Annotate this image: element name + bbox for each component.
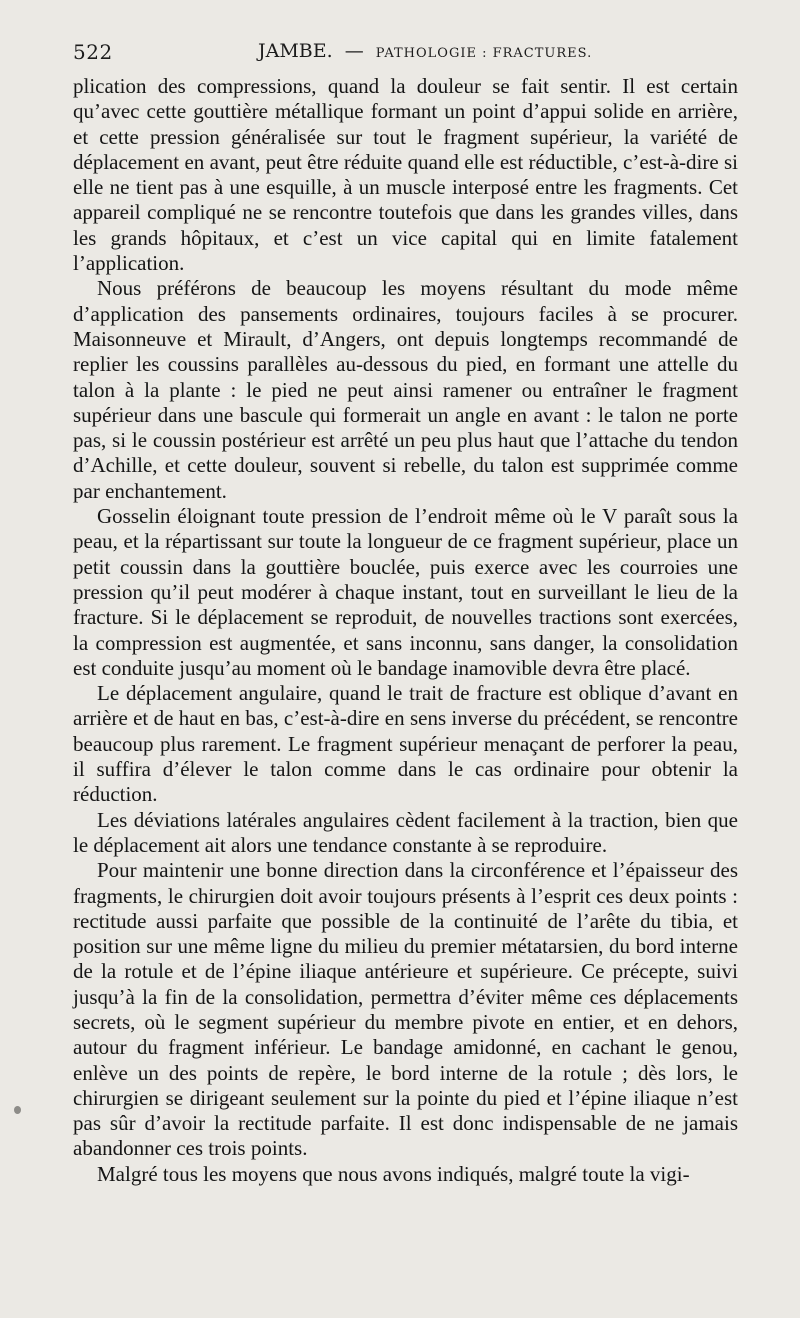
running-head-subtitle: PATHOLOGIE : FRACTURES. xyxy=(375,46,593,61)
paragraph: Gosselin éloignant toute pression de l’endroit même où le V paraît sous la peau, et la répartissant sur toute la longueur de ce fragment supérieur, place un petit coussin dans la gouttière bouclée, puis exerce avec les courroies une pression qu’il peut modérer à chaque instant, tout en surveillant le lieu de la fracture. Si le déplacement se reproduit, de nouvelles tractions sont exercées, la compression est augmentée, et sans inconnu, sans danger, la consolidation est conduite jusqu’au moment où le bandage inamovible devra être placé. xyxy=(73,504,738,680)
paragraph: Malgré tous les moyens que nous avons indiqués, malgré toute la vigi- xyxy=(97,1161,690,1186)
paragraph: Le déplacement angulaire, quand le trait de fracture est oblique d’avant en arrière et de haut en bas, c’est-à-dire en sens inverse du précédent, se rencontre beaucoup plus rarement. Le fragment supérieur menaçant de perforer la peau, il suffira d’élever le talon comme dans le cas ordinaire pour obtenir la réduction. xyxy=(73,681,738,807)
body-text xyxy=(73,74,738,1187)
paragraph: Pour maintenir une bonne direction dans la circonférence et l’épaisseur des fragments, le chirurgien doit avoir toujours présents à l’esprit ces deux points : rectitude aussi parfaite que possible de la continuité de l’arête du tibia, et position sur une même ligne du milieu du premier métatarsien, du bord interne de la rotule et de l’épine iliaque antérieure et supérieure. Ce précepte, suivi jusqu’à la fin de la consolidation, permettra d’éviter même ces déplacements secrets, où le segment supérieur du membre pivote en entier, et en dehors, autour du fragment inférieur. Le bandage amidonné, en cachant le genou, enlève un des points de repère, le bord interne de la rotule ; dès lors, le chirurgien se dirigeant seulement sur la pointe du pied et l’épine iliaque n’est pas sûr d’avoir la rectitude parfaite. Il est donc indispensable de ne jamais abandonner ces trois points. xyxy=(73,858,738,1161)
paragraph: Les déviations latérales angulaires cèdent facilement à la traction, bien que le déplacement ait alors une tendance constante à se reproduire. xyxy=(73,807,738,857)
page-header xyxy=(73,40,738,70)
running-head xyxy=(258,40,592,62)
running-head-title: JAMBE. xyxy=(258,40,333,62)
running-head-dash: — xyxy=(344,40,364,62)
margin-speck xyxy=(14,1106,21,1114)
paragraph: Nous préférons de beaucoup les moyens résultant du mode même d’application des pansements ordinaires, toujours faciles à se procurer. Maisonneuve et Mirault, d’Angers, ont depuis longtemps recommandé de replier les coussins parallèles au-dessous du pied, en formant une attelle du talon à la plante : le pied ne peut ainsi ramener ou entraîner le fragment supérieur dans une bascule qui formerait un angle en avant : le talon ne porte pas, si le coussin postérieur est arrêté un peu plus haut que l’attache du tendon d’Achille, et cette douleur, souvent si rebelle, du talon est supprimée comme par enchantement. xyxy=(73,276,738,503)
page-number: 522 xyxy=(73,40,113,64)
paragraph: plication des compressions, quand la douleur se fait sentir. Il est certain qu’avec cette gouttière métallique formant un point d’appui solide en arrière, et cette pression généralisée sur tout le fragment supérieur, la variété de déplacement en avant, peut être réduite quand elle est réductible, c’est-à-dire si elle ne tient pas à une esquille, à un muscle interposé entre les fragments. Cet appareil compliqué ne se rencontre toutefois que dans les grandes villes, dans les grands hôpitaux, et c’est un vice capital qui en limite fatalement l’application. xyxy=(73,74,738,276)
